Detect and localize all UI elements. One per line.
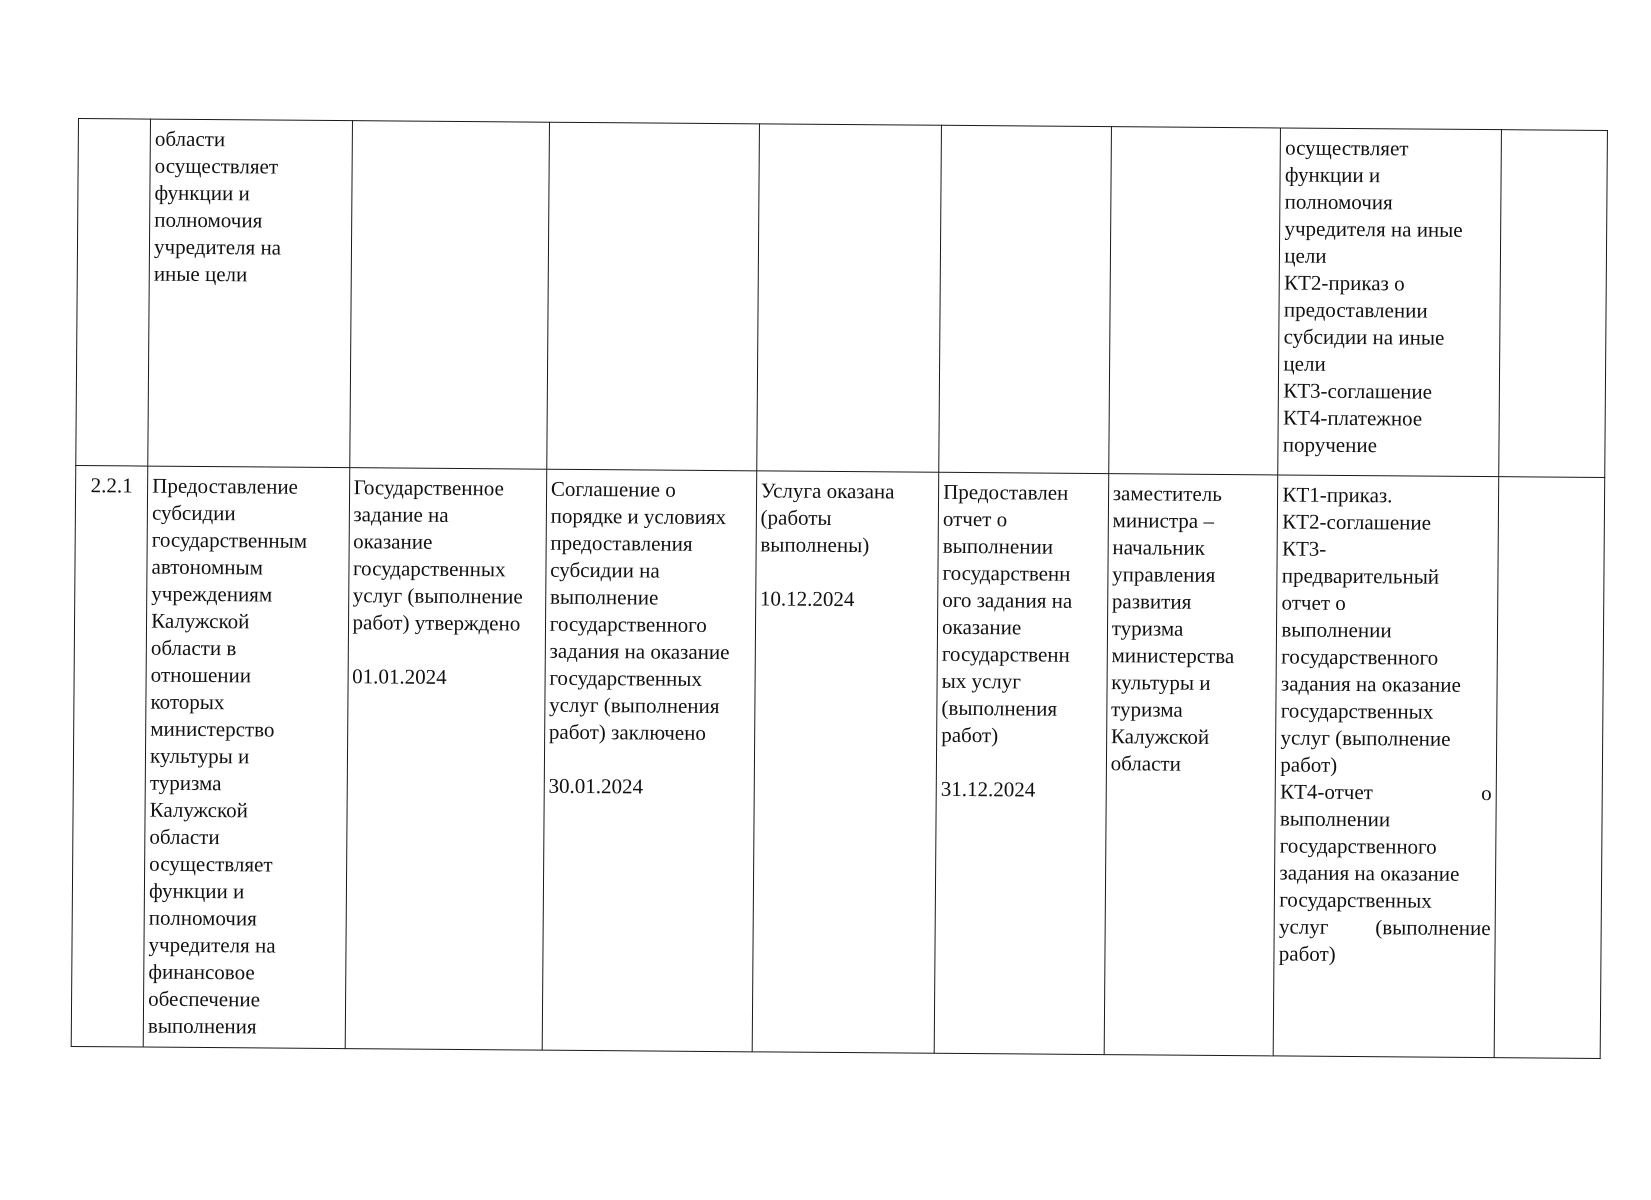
cell-event-3	[752, 471, 939, 1053]
cell-event-3	[756, 124, 941, 472]
cell-event-2	[542, 469, 756, 1052]
kt4-word: о	[1481, 781, 1492, 806]
cell-name: области осуществляет функции и полномочия учредителя на иные цели	[148, 119, 352, 468]
table-row-continuation	[76, 119, 1608, 478]
kt-last: работ)	[1278, 941, 1336, 966]
cell-extra	[1494, 477, 1605, 1059]
cell-number	[76, 119, 151, 467]
kt4-label: КТ4-отчет	[1280, 779, 1373, 805]
event-3-date: 10.12.2024	[759, 586, 855, 612]
kt-list-part-2: выполнении государственного задания на оказание государственных	[1279, 806, 1460, 913]
cell-event-2	[547, 122, 760, 471]
event-2-date: 30.01.2024	[548, 773, 644, 799]
event-2-text: Соглашение о порядке и условиях предоставления субсидии на выполнение государственного задания на оказание государственных услуг (выполнения работ) заключено	[548, 476, 730, 745]
event-3-text: Услуга оказана (работы выполнены)	[760, 478, 895, 558]
cell-control-points	[1274, 475, 1499, 1058]
cell-responsible: заместитель министра – начальник управления развития туризма министерства культуры и туризма Калужской области	[1104, 474, 1278, 1056]
cell-name: Предоставление субсидии государственным автономным учреждениям Калужской области в отношении которых министерство культуры и туризма Калужской области осуществляет функции и полномочия учредителя на финансовое обеспечение выполнения	[143, 466, 349, 1049]
cell-responsible	[1108, 127, 1280, 475]
cell-event-1	[349, 121, 549, 470]
kt-list-part-1: КТ1-приказ. КТ2-соглашение КТ3- предварительный отчет о выполнении государственного задания на оказание государственных услуг (выполнение работ)	[1280, 482, 1461, 777]
plan-table	[71, 118, 1608, 1059]
event-4-date: 31.12.2024	[940, 776, 1036, 802]
cell-event-1	[345, 468, 547, 1051]
cell-number: 2.2.1	[71, 465, 148, 1047]
scanned-table-area	[71, 118, 1608, 1070]
event-4-text: Предоставлен отчет о выполнении государственн ого задания на оказание государственн ых услуг (выполнения работ)	[941, 479, 1073, 748]
table-row-2-2-1	[71, 465, 1605, 1058]
kt-justified-line	[1279, 913, 1491, 942]
cell-event-4	[934, 472, 1108, 1054]
event-1-date: 01.01.2024	[352, 664, 447, 689]
kt-line-b: (выполнение	[1375, 915, 1491, 941]
kt-line-a: услуг	[1278, 914, 1329, 939]
event-1-text: Государственное задание на оказание государственных услуг (выполнение работ) утверждено	[352, 475, 523, 636]
kt4-line	[1280, 778, 1492, 807]
cell-event-4	[939, 125, 1111, 473]
cell-extra	[1499, 130, 1608, 478]
cell-control-points: осуществляет функции и полномочия учредителя на иные цели КТ2-приказ о предоставлении субсидии на иные цели КТ3-соглашение КТ4-платежное поручение	[1278, 128, 1501, 477]
